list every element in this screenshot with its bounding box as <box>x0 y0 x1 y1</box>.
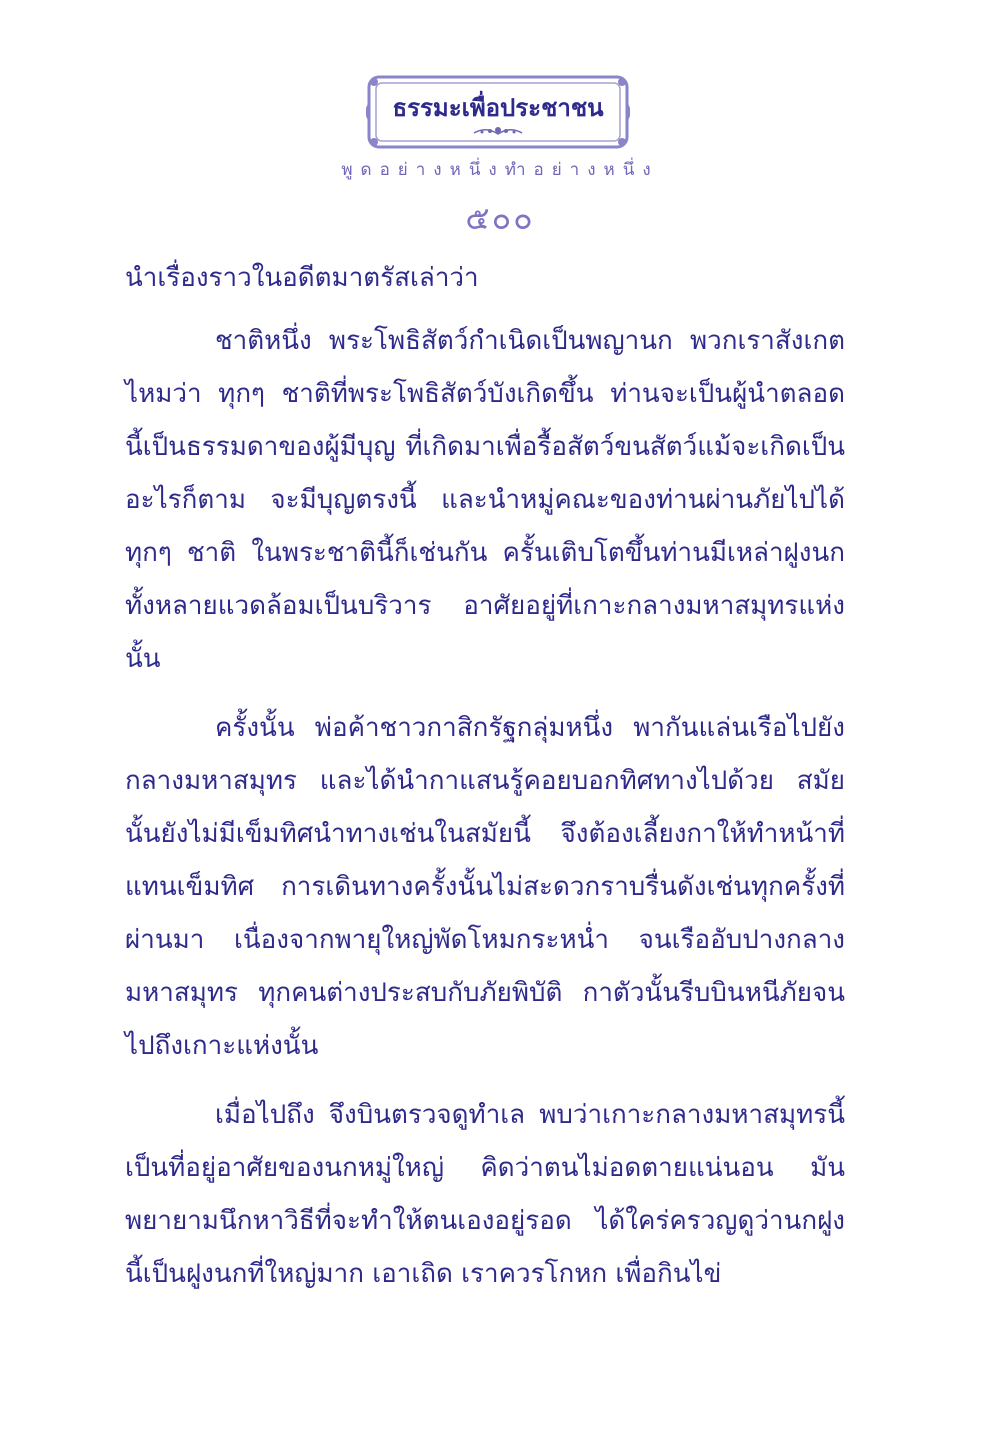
dhamma-logo <box>366 74 630 150</box>
tagline: พูดอย่างหนึ่งทำอย่างหนึ่ง <box>341 160 659 180</box>
paragraph: ครั้งนั้น พ่อค้าชาวกาสิกรัฐกลุ่มหนึ่ง พากันแล่นเรือไปยังกลางมหาสมุทร และได้นำกาแสนรู้คอยบอกทิศทางไปด้วย สมัยนั้นยังไม่มีเข็มทิศนำทางเช่นในสมัยนี้ จึงต้องเลี้ยงกาให้ทำหน้าที่แทนเข็มทิศ การเดินทางครั้งนั้นไม่สะดวกราบรื่นดังเช่นทุกครั้งที่ผ่านมา เนื่องจากพายุใหญ่พัดโหมกระหน่ำ จนเรืออับปางกลางมหาสมุทร ทุกคนต่างประสบกับภัยพิบัติ กาตัวนั้นรีบบินหนีภัยจนไปถึงเกาะแห่งนั้น <box>125 713 845 1061</box>
logo-text: ธรรมะเพื่อประชาชน <box>392 94 604 122</box>
paragraph: เมื่อไปถึง จึงบินตรวจดูทำเล พบว่าเกาะกลางมหาสมุทรนี้เป็นที่อยู่อาศัยของนกหมู่ใหญ่ คิดว่าตนไม่อดตายแน่นอน มันพยายามนึกหาวิธีที่จะทำให้ตนเองอยู่รอด ได้ใคร่ครวญดูว่านกฝูงนี้เป็นฝูงนกที่ใหญ่มาก เอาเถิด เราควรโกหก เพื่อกินไข่ <box>125 1100 845 1289</box>
paragraph-intro: นำเรื่องราวในอดีตมาตรัสเล่าว่า <box>125 263 479 293</box>
page-number: ๕๐๐ <box>465 199 535 237</box>
paragraph: ชาติหนึ่ง พระโพธิสัตว์กำเนิดเป็นพญานก พวกเราสังเกตไหมว่า ทุกๆ ชาติที่พระโพธิสัตว์บังเกิดขึ้น ท่านจะเป็นผู้นำตลอด นี้เป็นธรรมดาของผู้มีบุญ ที่เกิดมาเพื่อรื้อสัตว์ขนสัตว์แม้จะเกิดเป็นอะไรก็ตาม จะมีบุญตรงนี้ และนำหมู่คณะของท่านผ่านภัยไปได้ทุกๆ ชาติ ในพระชาตินี้ก็เช่นกัน ครั้นเติบโตขึ้นท่านมีเหล่าฝูงนกทั้งหลายแวดล้อมเป็นบริวาร อาศัยอยู่ที่เกาะกลางมหาสมุทรแห่งนั้น <box>125 326 845 674</box>
body-text <box>125 252 845 1317</box>
